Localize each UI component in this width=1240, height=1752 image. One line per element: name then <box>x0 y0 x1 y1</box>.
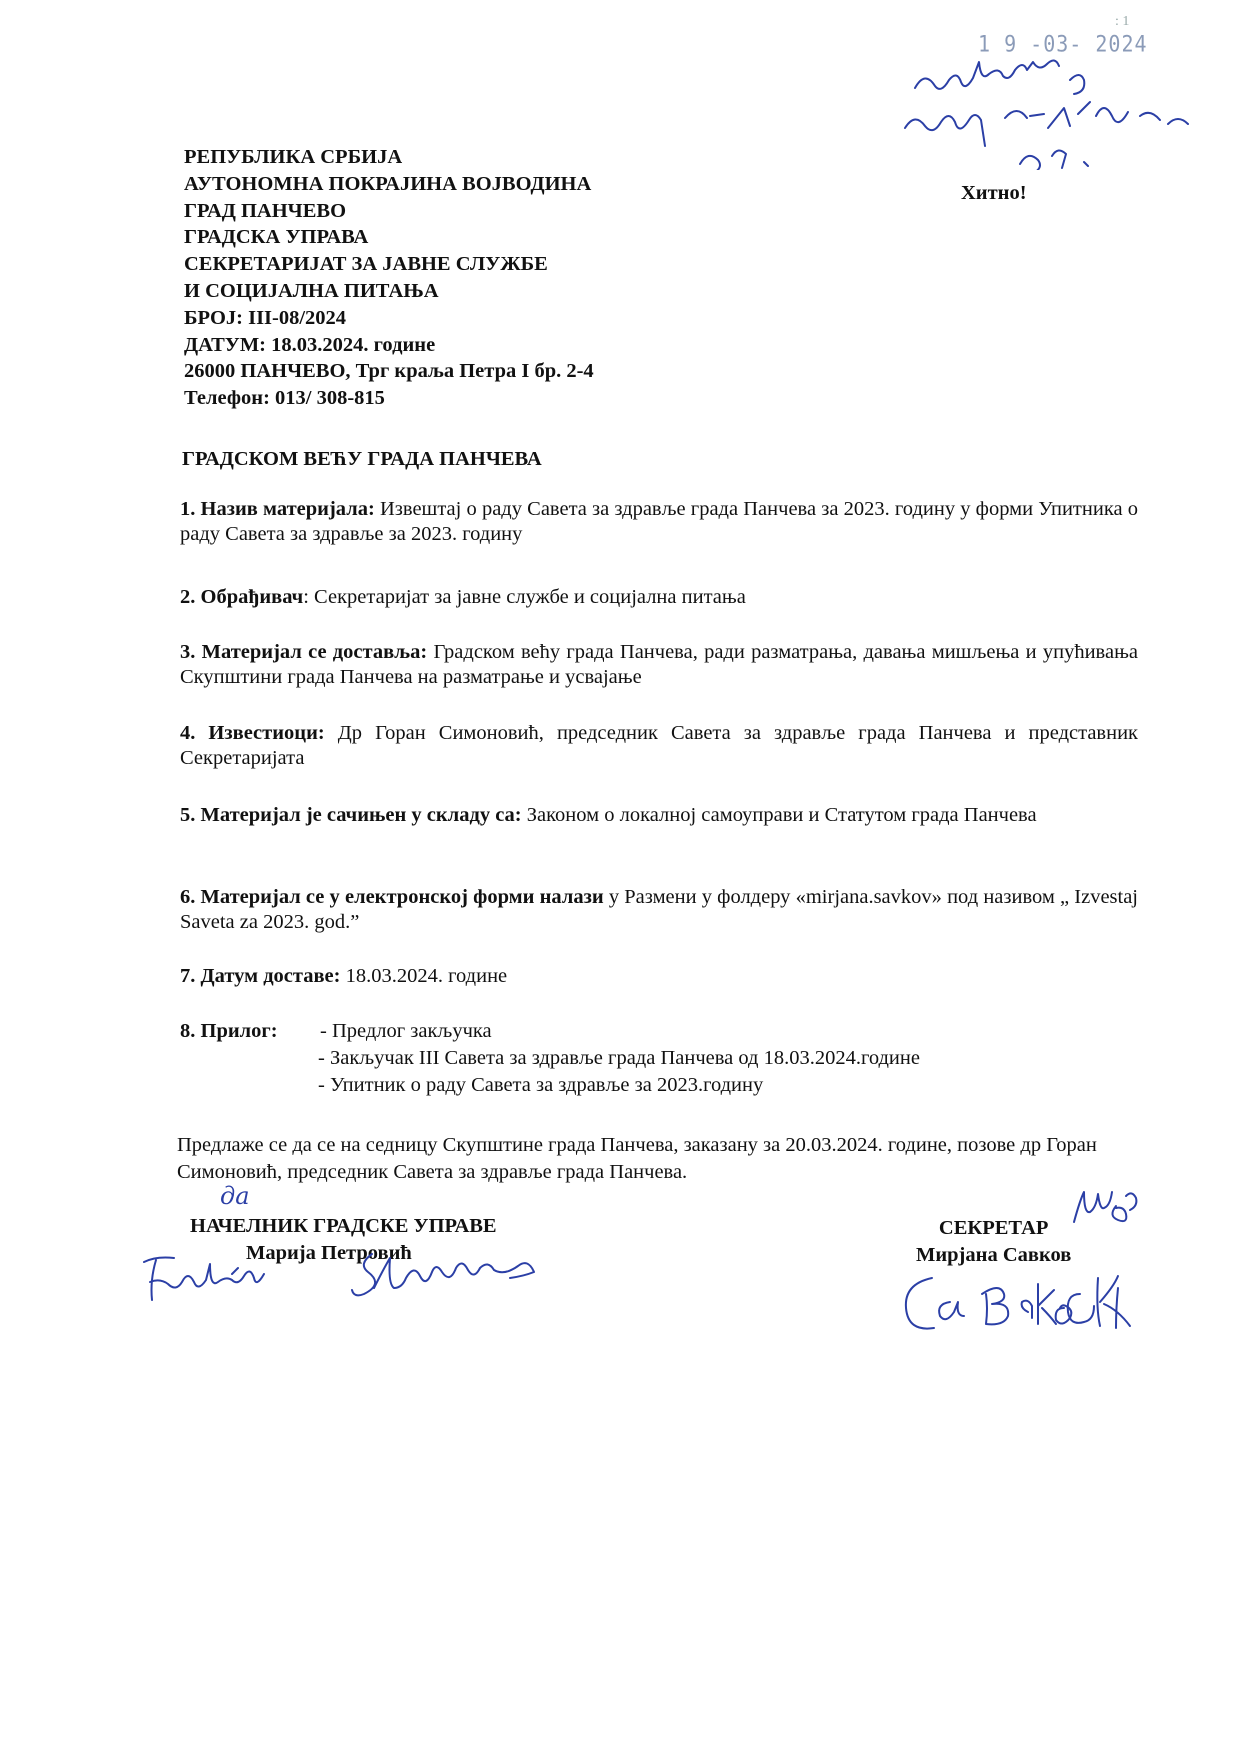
item-text: Градском већу града Панчева, ради разматрања, давања мишљења и упућивања Скупштини града Панчева на разматрање и усвајање <box>180 641 1138 688</box>
right-signature-block <box>916 1215 1071 1269</box>
attachments-label: 8. Прилог: <box>180 1020 278 1042</box>
right-signatory-name: Мирјана Савков <box>916 1244 1072 1266</box>
item-text: Законом о локалној самоуправи и Статутом града Панчева <box>521 804 1037 826</box>
item-legal-basis <box>180 803 1138 828</box>
header-line-administration: ГРАДСКА УПРАВА <box>184 226 369 249</box>
addressee: ГРАДСКОМ ВЕЋУ ГРАДА ПАНЧЕВА <box>182 448 542 470</box>
header-line-number: БРОЈ: III-08/2024 <box>184 306 347 329</box>
attachment-item: - Предлог закључка <box>320 1020 492 1042</box>
proposal-paragraph: Предлаже се да се на седницу Скупштине града Панчева, заказану за 20.03.2024. године, позове др Горан Симоновић, председник Савета за здравље града Панчева. <box>177 1134 1097 1183</box>
header-line-address: 26000 ПАНЧЕВО, Трг краља Петра I бр. 2-4 <box>184 360 594 383</box>
item-text: Др Горан Симоновић, председник Савета за здравље града Панчева и представник Секретаријата <box>180 722 1139 769</box>
header-line-phone: Телефон: 013/ 308-815 <box>184 387 385 410</box>
item-label: 3. Материјал се доставља: <box>180 641 428 663</box>
right-initials <box>1068 1182 1148 1234</box>
item-delivery <box>180 640 1138 690</box>
item-label: 2. Обрађивач <box>180 586 304 608</box>
item-material-name <box>180 497 1138 547</box>
item-text: : Секретаријат за јавне службе и социјална питања <box>303 586 746 608</box>
item-text: у Размени у фолдеру «mirjana.savkov» под називом „ Izvestaj Saveta za 2023. god.” <box>180 886 1139 933</box>
header-line-republic: РЕПУБЛИКА СРБИЈА <box>184 146 403 168</box>
item-label: 1. Назив материјала: <box>180 498 375 520</box>
item-electronic-form <box>180 885 1138 935</box>
header-line-city: ГРАД ПАНЧЕВО <box>184 199 347 222</box>
header-line-date: ДАТУМ: 18.03.2024. године <box>184 333 436 356</box>
attachment-item: - Упитник о раду Савета за здравље за 2023.годину <box>318 1074 764 1096</box>
item-text: 18.03.2024. године <box>340 965 508 987</box>
header-line-secretariat-cont: И СОЦИЈАЛНА ПИТАЊА <box>184 279 439 302</box>
handwritten-delivery-note <box>900 58 1200 170</box>
scan-mark: : 1 <box>1115 14 1130 29</box>
attachment-item: - Закључак III Савета за здравље града Панчева од 18.03.2024.године <box>318 1047 920 1069</box>
item-label: 7. Датум доставе: <box>180 965 341 987</box>
item-text: Извештај о раду Савета за здравље града Панчева за 2023. годину у форми Упитника о раду Савета за здравље за 2023. годину <box>180 498 1138 545</box>
sender-header <box>184 144 594 412</box>
left-signatory-title: НАЧЕЛНИК ГРАДСКЕ УПРАВЕ <box>190 1215 497 1237</box>
left-signatory-name: Марија Петровић <box>246 1242 412 1264</box>
urgent-label: Хитно! <box>961 182 1027 204</box>
attachments-list <box>318 1018 920 1099</box>
header-line-secretariat: СЕКРЕТАРИЈАТ ЗА ЈАВНЕ СЛУЖБЕ <box>184 253 548 276</box>
item-label: 4. Известиоци: <box>180 722 325 744</box>
handwritten-da-note: да <box>220 1182 250 1210</box>
item-label: 5. Материјал је сачињен у складу са: <box>180 804 522 826</box>
item-delivery-date <box>180 964 1138 989</box>
item-label: 6. Материјал се у електронској форми налази <box>180 886 604 908</box>
right-signatory-title: СЕКРЕТАР <box>938 1217 1049 1239</box>
header-line-province: АУТОНОМНА ПОКРАЈИНА ВОЈВОДИНА <box>184 172 592 195</box>
received-stamp-date: 1 9 -03- 2024 <box>978 30 1148 58</box>
item-processor <box>180 585 1138 610</box>
item-reporters <box>180 721 1138 771</box>
right-handwritten-signature <box>898 1268 1138 1340</box>
left-handwritten-signature <box>136 1248 566 1318</box>
